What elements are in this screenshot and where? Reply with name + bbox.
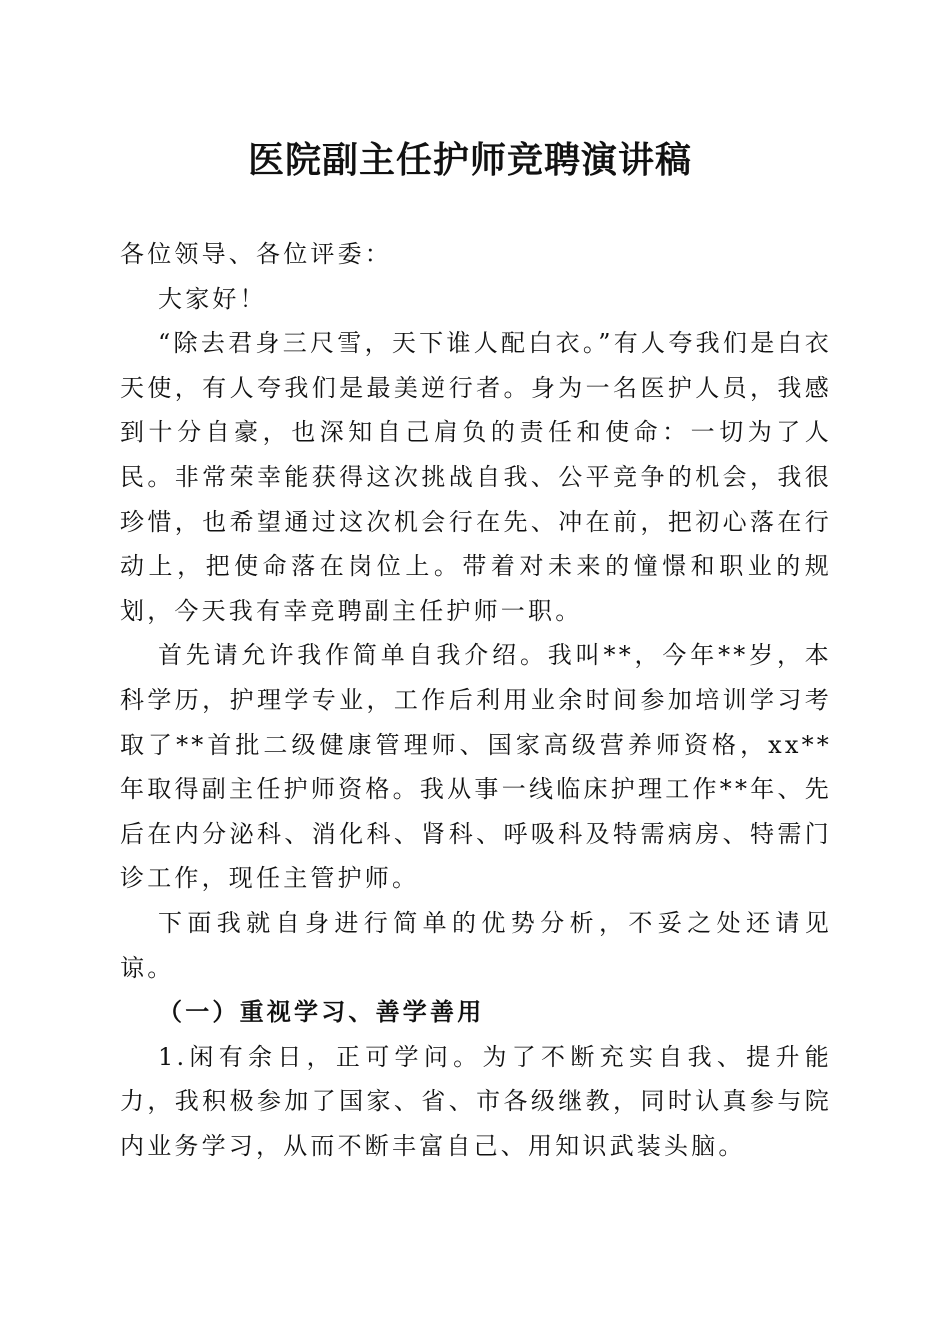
- list-item: 1.闲有余日，正可学问。为了不断充实自我、提升能力，我积极参加了国家、省、市各级继教，同时认真参与院内业务学习，从而不断丰富自己、用知识武装头脑。: [120, 1042, 832, 1160]
- paragraph-self-introduction: 首先请允许我作简单自我介绍。我叫**，今年**岁，本科学历，护理学专业，工作后利用业余时间参加培训学习考取了**首批二级健康管理师、国家高级营养师资格，xx**年取得副主任护师资格。我从事一线临床护理工作**年、先后在内分泌科、消化科、肾科、呼吸科及特需病房、特需门诊工作，现任主管护师。: [120, 641, 832, 893]
- paragraph-advantage-intro: 下面我就自身进行简单的优势分析，不妥之处还请见谅。: [120, 908, 832, 982]
- salutation: 各位领导、各位评委：: [120, 240, 392, 268]
- section-heading: （一）重视学习、善学善用: [158, 997, 485, 1027]
- document-body: [120, 232, 832, 1168]
- document-title: 医院副主任护师竞聘演讲稿: [247, 139, 692, 181]
- greeting: 大家好！: [158, 284, 267, 313]
- paragraph-opening: “除去君身三尺雪，天下谁人配白衣。”有人夸我们是白衣天使，有人夸我们是最美逆行者。身为一名医护人员，我感到十分自豪，也深知自己肩负的责任和使命：一切为了人民。非常荣幸能获得这次挑战自我、公平竞争的机会，我很珍惜，也希望通过这次机会行在先、冲在前，把初心落在行动上，把使命落在岗位上。带着对未来的憧憬和职业的规划，今天我有幸竞聘副主任护师一职。: [120, 329, 832, 625]
